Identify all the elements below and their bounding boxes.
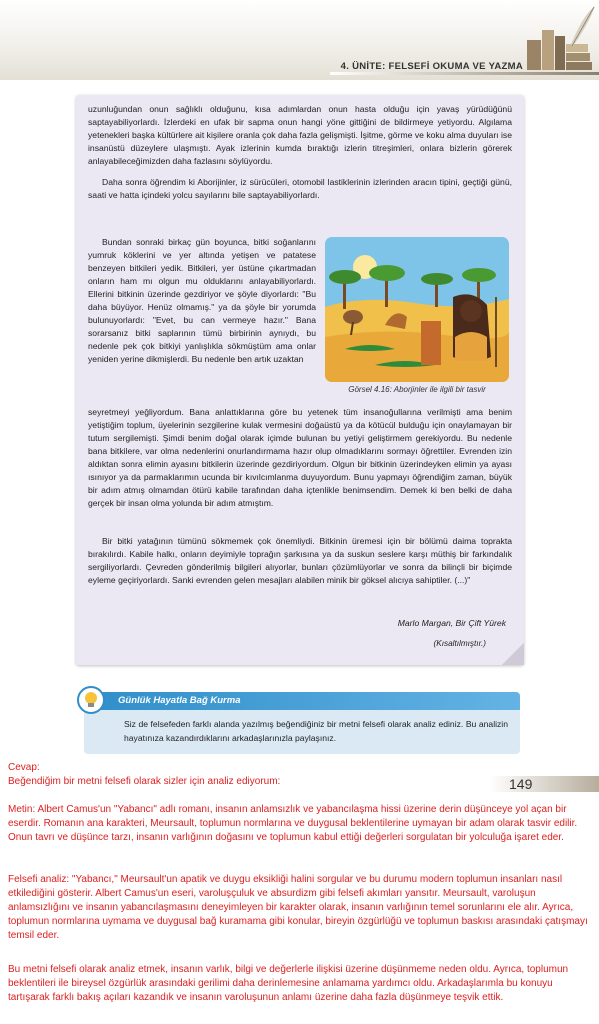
answer-label: Cevap: [8,762,40,773]
box-text: Siz de felsefeden farklı alanda yazılmış beğendiğiniz bir metni felsefi olarak analiz ediniz. Bu analizin hayatınıza kazandırdıklarını arkadaşlarınızla paylaşınız. [124,719,508,743]
passage-paragraph-1: uzunluğundan onun sağlıklı olduğunu, kısa adımlardan onun hasta olduğu için yavaş yürüdüğünü saptayabiliyorlardı. İzlerdeki en ufak bir sapma onun hangi yöne gittiğini de bildirmeye yetiyordu. Algılama yetenekleri başka kültürlere ait kişilere oranla çok daha fazla gelişmişti. İşitme, görme ve koku alma duyuları ise insanüstü düzeylere ulaşmıştı. Ayak izlerinin kumda bıraktığı izlerin titreşimleri, onlara bizlerin görerek anlayabileceğimizden daha fazlasını söylüyordu. [88,104,512,166]
passage-paragraph-3b: seyretmeyi yeğliyordum. Bana anlattıklarına göre bu yetenek tüm insanoğullarına verilmişti ama benim yetiştiğim toplum, üyelerinin sezgilerine kulak vermesini doğaüstü ya da kötücül bulduğu için onaylamayan bir tutum sergilemişti. Şimdi benim doğal olarak içimde bulunan bu yetiyi geliştirmem gerekiyordu. Bu nedenle bana bitkilere, var olma nedenlerini onurlandırmama hazır olup olmadıklarını sormayı öğrettiler. Evrenden izin aldıktan sonra elimin ayasını bitkilerin üzerinde gezdiriyordum. Olgun bir bitkinin üzerindeyken elimin ya ayası ısınıyor ya da parmaklarımın ucunda bir kıvılcımlanma duyuyordum. Bunu yapmayı öğrendiğim zaman, büyük bir adım atmış olmamdan ötürü kabile tarafından daha içtenlikle benimsendim. Demek ki ben belki de daha gerçek bir insan olma yolunda bir adım atmıştım. [88,407,512,508]
page-number: 149 [509,776,533,792]
answer-paragraph-3: Bu metni felsefi olarak analiz etmek, insanın varlık, bilgi ve değerlerle ilişkisi üzerine düşünmeme neden oldu. Ayrıca, toplumun beklentileri ile bireysel özgürlük arasındaki gerilimi daha derinlemesine anlamama yardımcı oldu. Arkadaşlarımla bu konuyu tartışarak farklı bakış açıları kazandık ve insanın varoluşunun anlamı üzerine daha fazla düşünmeye teşvik ettik. [8,964,569,1003]
passage-paragraph-4: Bir bitki yatağının tümünü sökmemek çok önemliydi. Bitkinin üremesi için bir bölümü daima toprakta bırakılırdı. Kabile halkı, onların deyimiyle toprağın şarkısına ya da suskun seslere karşı müthiş bir farkındalık sergiliyorlardı. Çevreden gönderilmiş bilgileri alıyorlar, bunları çözümlüyorlar ve sonra da bilinçli bir biçimde eyleme geçiriyorlardı. Sanki evrenden gelen mesajları alabilen minik bir göksel alıcıya sahiptiler. (...)" [88,536,512,585]
reading-passage-card [76,95,524,665]
box-title: Günlük Hayatla Bağ Kurma [118,695,241,706]
answer-paragraph-2: Felsefi analiz: "Yabancı," Meursault'un apatik ve duygu eksikliği halini sorgular ve bu durumu modern toplumun insanları nasıl etkilediğini gösterir. Albert Camus'un eseri, varoluşçuluk ve absurdizm gibi felsefi akımları yansıtır. Meursault, varoluşun anlamsızlığını ve insanın yabancılaşmasını deneyimleyen bir karakter olarak, insanın varlığının temel sorunlarını ele alır. Ayrıca, toplumun normlarına uymama ve duygusal bağ kuramama gibi konular, bireyin özgürlüğü ve toplumun baskısı arasındaki çatışmayı temsil eder. [8,874,588,941]
page-curl [502,643,524,665]
page-number-bar [490,776,599,792]
unit-title: 4. ÜNİTE: FELSEFİ OKUMA VE YAZMA [340,61,523,72]
figure-caption: Görsel 4.16: Aborjinler ile ilgili bir tasvir [348,385,486,394]
answer-paragraph-1: Metin: Albert Camus'un "Yabancı" adlı romanı, insanın anlamsızlık ve yabancılaşma hissi üzerine derin düşünceye yol açan bir eserdir. Romanın ana karakteri, Meursault, toplumun normlarına ve duygusal beklentilerine uymayan bir adam olarak tasvir edilir. Onun tavrı ve düşünce tarzı, insanın varlığının doğasını ve toplumun kabul ettiği değerleri sorgulatan bir yolculuğa işaret eder. [8,804,578,843]
answer-intro: Beğendiğim bir metni felsefi olarak sizler için analiz ediyorum: [8,776,281,787]
daily-life-connection-box [84,692,520,754]
source-author: Marlo Margan, Bir Çift Yürek [397,618,506,628]
abbreviated-note: (Kısaltılmıştır.) [433,639,486,648]
passage-paragraph-2: Daha sonra öğrendim ki Aborijinler, iz sürücüleri, otomobil lastiklerinin izlerinden aracın tipini, geçtiği günü, saati ve hatta içindeki yolcu sayılarını bile saptayabiliyorlardı. [88,177,512,200]
passage-paragraph-3a: Bundan sonraki birkaç gün boyunca, bitki soğanlarını yumruk köklerini ve yer altında yetişen ve patatese benzeyen bitkileri yedik. Bitkileri, yer üstüne çıkartmadan onların ham mı olgun mu olduklarını anlayabiliyorlardı. Ellerini bitkinin üzerinde gezdiriyor ve şöyle diyorlardı: "Bu daha büyüyor. Henüz olmamış." ya da şöyle bir yorumda bulunuyorlardı: "Evet, bu can vermeye hazır." Bana sorarsanız bitki saplarının tümü birbirinin aynıydı, bu nedenle pek çok bitkiyi yanlışlıkla sökmüştüm ama onlar yeniden yerine dikmişlerdi. Bu nedenle ben artık uzaktan [88,237,316,364]
lightbulb-person-icon [76,685,106,715]
aboriginal-illustration [325,237,509,382]
